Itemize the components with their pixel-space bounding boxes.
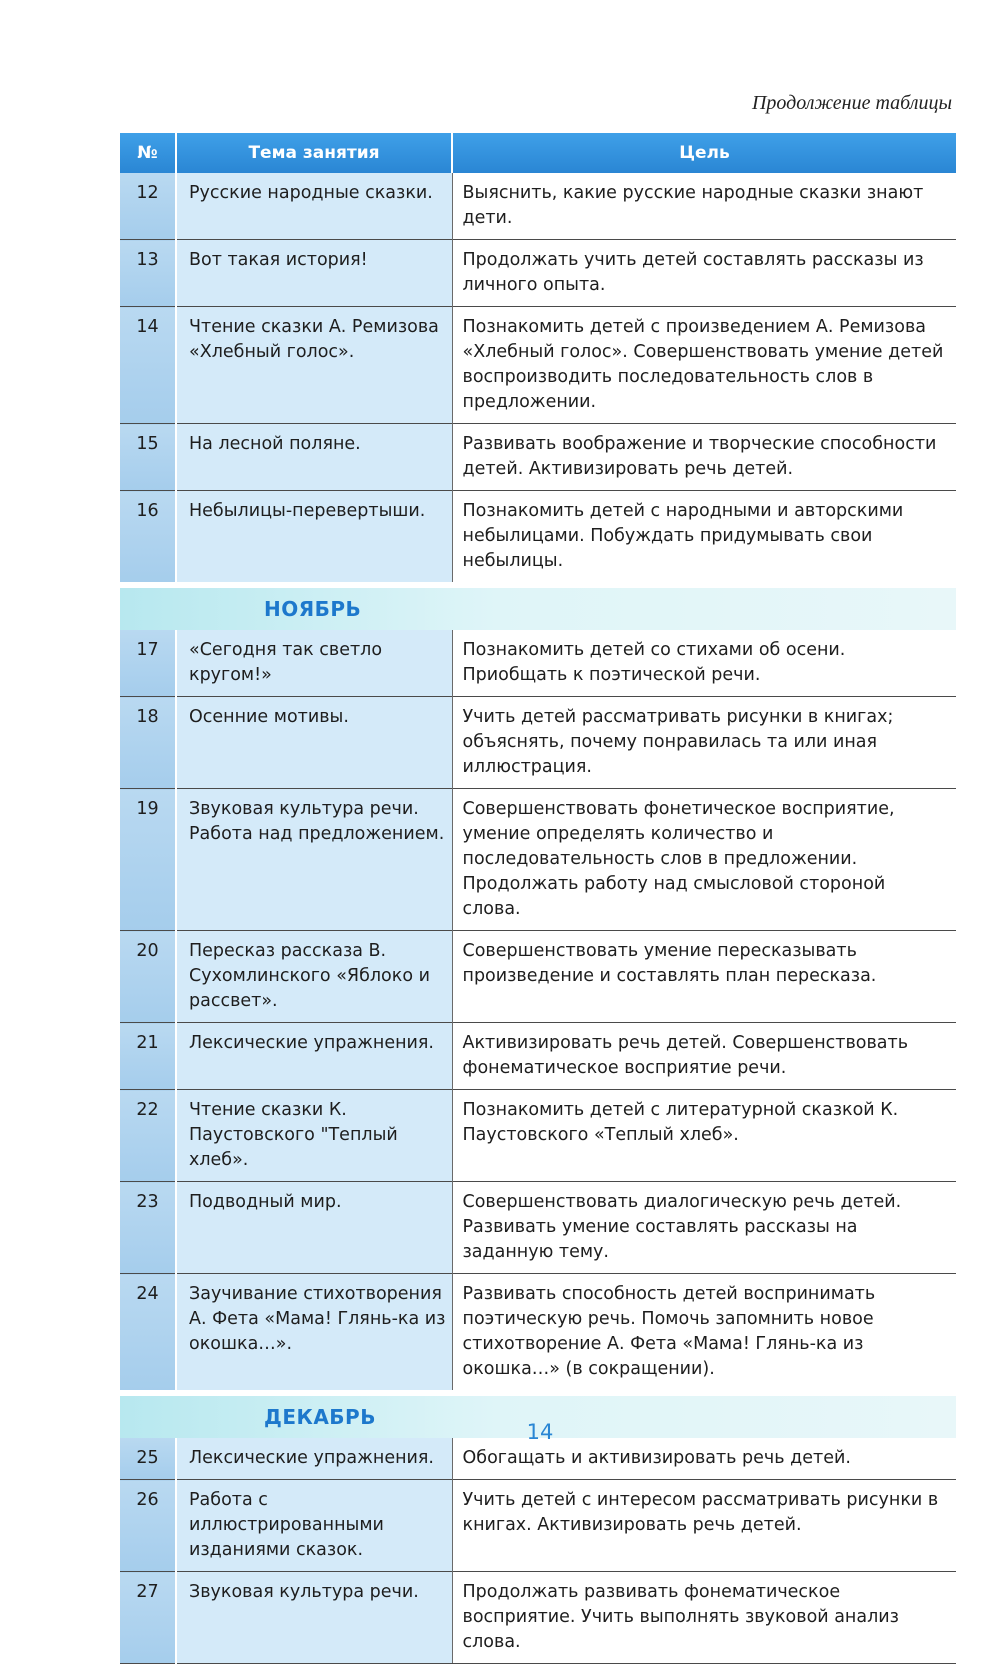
row-number: 12 xyxy=(120,173,176,240)
table-row xyxy=(120,931,956,1023)
header-goal: Цель xyxy=(452,133,956,173)
row-number: 21 xyxy=(120,1023,176,1090)
row-goal: Познакомить детей с литературной сказкой К. Паустовского «Теплый хлеб». xyxy=(452,1090,956,1182)
row-number: 13 xyxy=(120,240,176,307)
row-number: 14 xyxy=(120,307,176,424)
row-goal: Познакомить детей с произведением А. Ремизова «Хлебный голос». Совершенствовать умение детей воспроизводить последовательность слов в предложении. xyxy=(452,307,956,424)
table-row xyxy=(120,491,956,586)
table-row xyxy=(120,424,956,491)
row-number: 24 xyxy=(120,1274,176,1394)
month-label: НОЯБРЬ xyxy=(264,597,362,621)
table-row xyxy=(120,240,956,307)
row-topic: Русские народные сказки. xyxy=(176,173,452,240)
table-caption: Продолжение таблицы xyxy=(751,92,952,114)
month-row xyxy=(120,585,956,630)
row-goal: Обогащать и активизировать речь детей. xyxy=(452,1438,956,1480)
row-topic: Звуковая культура речи. xyxy=(176,1572,452,1664)
row-goal: Развивать воображение и творческие способности детей. Активизировать речь детей. xyxy=(452,424,956,491)
table-row xyxy=(120,1090,956,1182)
row-topic: Чтение сказки К. Паустовского "Теплый хлеб». xyxy=(176,1090,452,1182)
row-goal: Познакомить детей с народными и авторскими небылицами. Побуждать придумывать свои небылицы. xyxy=(452,491,956,586)
row-number: 16 xyxy=(120,491,176,586)
row-topic: Осенние мотивы. xyxy=(176,697,452,789)
row-goal: Продолжать развивать фонематическое восприятие. Учить выполнять звуковой анализ слова. xyxy=(452,1572,956,1664)
page-number: 14 xyxy=(526,1420,554,1444)
row-number: 19 xyxy=(120,789,176,931)
row-topic: Чтение сказки А. Ремизова «Хлебный голос». xyxy=(176,307,452,424)
table-row xyxy=(120,1274,956,1394)
row-number: 27 xyxy=(120,1572,176,1664)
row-number: 15 xyxy=(120,424,176,491)
row-goal: Продолжать учить детей составлять рассказы из личного опыта. xyxy=(452,240,956,307)
row-topic: Небылицы-перевертыши. xyxy=(176,491,452,586)
row-number: 17 xyxy=(120,630,176,697)
row-goal: Совершенствовать фонетическое восприятие, умение определять количество и последовательность слов в предложении. Продолжать работу над смысловой стороной слова. xyxy=(452,789,956,931)
row-number: 23 xyxy=(120,1182,176,1274)
table-row xyxy=(120,307,956,424)
row-goal: Активизировать речь детей. Совершенствовать фонематическое восприятие речи. xyxy=(452,1023,956,1090)
row-topic: «Сегодня так светло кругом!» xyxy=(176,630,452,697)
row-goal: Совершенствовать диалогическую речь детей. Развивать умение составлять рассказы на заданную тему. xyxy=(452,1182,956,1274)
month-label: ДЕКАБРЬ xyxy=(264,1405,376,1429)
row-number: 26 xyxy=(120,1480,176,1572)
header-number: № xyxy=(120,133,176,173)
row-topic: На лесной поляне. xyxy=(176,424,452,491)
table-row xyxy=(120,630,956,697)
row-topic: Подводный мир. xyxy=(176,1182,452,1274)
row-topic: Лексические упражнения. xyxy=(176,1023,452,1090)
row-topic: Работа с иллюстрированными изданиями сказок. xyxy=(176,1480,452,1572)
table-row xyxy=(120,1572,956,1664)
table-row xyxy=(120,1023,956,1090)
row-goal: Познакомить детей со стихами об осени. Приобщать к поэтической речи. xyxy=(452,630,956,697)
table-header xyxy=(120,133,956,173)
table-row xyxy=(120,697,956,789)
row-number: 25 xyxy=(120,1438,176,1480)
row-topic: Заучивание стихотворения А. Фета «Мама! Глянь-ка из окошка…». xyxy=(176,1274,452,1394)
row-topic: Вот такая история! xyxy=(176,240,452,307)
row-topic: Пересказ рассказа В. Сухомлинского «Яблоко и рассвет». xyxy=(176,931,452,1023)
row-goal: Учить детей рассматривать рисунки в книгах; объяснять, почему понравилась та или иная иллюстрация. xyxy=(452,697,956,789)
header-topic: Тема занятия xyxy=(176,133,452,173)
table-row xyxy=(120,173,956,240)
row-goal: Развивать способность детей воспринимать поэтическую речь. Помочь запомнить новое стихотворение А. Фета «Мама! Глянь-ка из окошка…» (в сокращении). xyxy=(452,1274,956,1394)
table-row xyxy=(120,1438,956,1480)
row-number: 20 xyxy=(120,931,176,1023)
table-row xyxy=(120,1182,956,1274)
row-goal: Совершенствовать умение пересказывать произведение и составлять план пересказа. xyxy=(452,931,956,1023)
row-number: 22 xyxy=(120,1090,176,1182)
row-goal: Учить детей с интересом рассматривать рисунки в книгах. Активизировать речь детей. xyxy=(452,1480,956,1572)
row-topic: Лексические упражнения. xyxy=(176,1438,452,1480)
row-number: 18 xyxy=(120,697,176,789)
month-cell xyxy=(120,585,956,630)
table-row xyxy=(120,1480,956,1572)
table-row xyxy=(120,789,956,931)
row-topic: Звуковая культура речи. Работа над предложением. xyxy=(176,789,452,931)
row-goal: Выяснить, какие русские народные сказки знают дети. xyxy=(452,173,956,240)
